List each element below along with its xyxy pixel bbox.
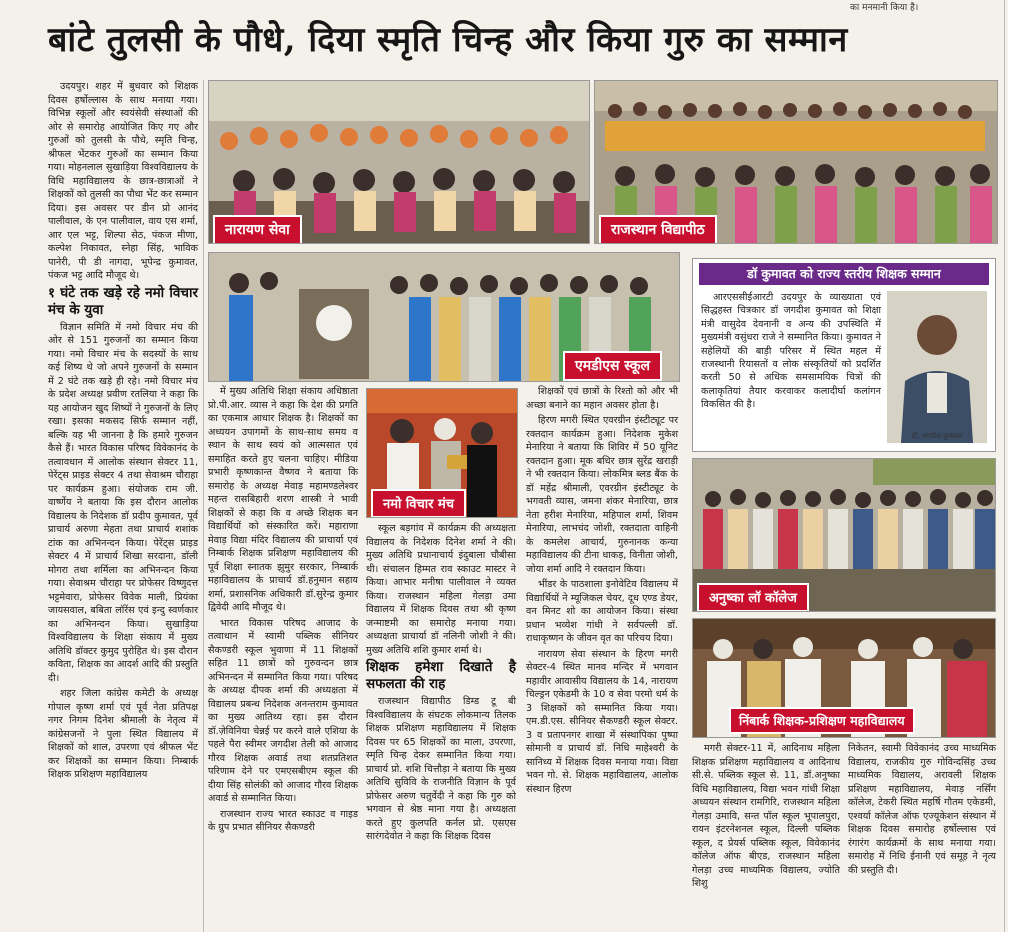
column-divider [203, 80, 204, 932]
caption-narayan-seva: नारायण सेवा [213, 215, 302, 244]
paragraph: भारत विकास परिषद आजाद के तत्वाधान में स्वामी पब्लिक सीनियर सैकण्डरी स्कूल भुवाणा में 11 शिक्षकों सहित 11 छात्रों को गुरुवन्दन छात्र अभिनन्दन में सम्मानित किया गया। परिषद के अध्यक्ष दीपक शर्मा की अध्यक्षता में विद्यालय प्रबन्ध निदेशक अनन्तराम कुमावत का मुख्य आतिथ्य रहा। इस दौरान डॉ.ज़ेविनिया चेन्नई पर करने वाले एशिया के पहले पैरा स्वीमर जगदीश तेली को आजाद गौरव शिक्षक अवार्ड तथा शतप्रतिशत परिणाम देने पर एमएसबीएम स्कूल की दीया सिंह सोलंकी को आजाद गौरव शिक्षक अवार्ड से सम्मानित किया। [208, 617, 358, 804]
paragraph: राजस्थान विद्यापीठ डिम्ड टू बी विश्वविद्यालय के संघटक लोकमान्य तिलक शिक्षक प्रशिक्षण महाविद्यालय में शिक्षक दिवस पर 65 शिक्षकों का माला, उपरणा, स्मृति चिन्ह देकर सम्मानित किया गया। प्राचार्य प्रो. शशि चित्तौड़ा ने बताया कि मुख्य अतिथि सुविवि के राजनीति विज्ञान के पूर्व प्रोफेसर अरुण चतुर्वेदी ने कहा कि गुरु को भगवान से श्रेष्ठ माना गया है। अध्यक्षता करते हुए कुलपति कर्नल प्रो. एसएस सारंगदेवोत ने कहा कि शिक्षक दिवस [366, 696, 516, 842]
article-column-4 [526, 385, 678, 798]
photo-nimbark [692, 618, 996, 738]
photo-narayan-seva [208, 80, 590, 244]
paragraph: में मुख्य अतिथि शिक्षा संकाय अधिष्ठाता प्रो.पी.आर. व्यास ने कहा कि देश की प्रगति का एकमात्र आधार शिक्षक है। शिक्षकों का अध्ययन उपागमों के साथ-साथ समय व स्थान के साथ स्वयं को आत्मसात एवं समाहित करते हुए चलना चाहिए। मीडिया प्रभारी कृष्णकान्त वैष्णव ने बताया कि समारोह के अध्यक्ष मेवाड़ महामण्डलेश्वर महन्त रासबिहारी शरण शास्त्री ने भावी शिक्षकों से कहा कि व अच्छे शिक्षक बन विद्यार्थियों को संस्कारित करें। महाराणा मेवाड़ विद्या मंदिर विद्यालय की प्राचार्या एवं निम्बार्क शिक्षक प्रशिक्षण महाविद्यालय की पूर्व शिक्षा स्नातक झुमुर सरकार, निम्बार्क महाविद्यालय के प्राचार्य डॉ.हनुमान सहाय शर्मा, प्रशासनिक अधिकारी डॉ.सुरेन्द्र कुमार द्विवेदी आदि मौजूद थे। [208, 386, 358, 613]
paragraph: निकेतन, स्वामी विवेकानंद उच्च माध्यमिक विद्यालय, राजकीय गुरु गोविन्दसिंह उच्च माध्यमिक विद्यालय, अरावली शिक्षक प्रशिक्षण महाविद्यालय, मेवाड़ नर्सिंग कॉलेज, टेकरी स्थित महर्षि गौतम एकेडमी, एश्वर्या कॉलेज ऑफ एज्यूकेशन संस्थान में शिक्षक दिवस समारोह हर्षोल्लास एवं रंगारंग कार्यक्रमों के साथ मनाया गया। समारोह में निधि ईनानी एवं समूह ने नृत्य की प्रस्तुति दी। [848, 743, 996, 876]
subheading: शिक्षक हमेशा दिखाते है सफलता की राह [366, 659, 516, 692]
award-title: डॉ कुमावत को राज्य स्तरीय शिक्षक सम्मान [699, 263, 989, 285]
article-column-5 [692, 742, 840, 893]
paragraph: नारायण सेवा संस्थान के हिरण मगरी सेक्टर-4 स्थित मानव मन्दिर में भगवान महावीर आवासीय विद्यालय के 14, नारायण चिल्ड्रन एकेडमी के 10 व सेवा परमो धर्म के 3 शिक्षकों को सम्मानित किया गया। एम.डी.एस. सीनियर सैकण्डरी स्कूल सेक्टर. 3 व प्रतापनगर शाखा में संस्थापिका पुष्पा सोमानी व प्राचार्य डॉ. निधि माहेश्वरी के सानिध्य में शिक्षक दिवस मनाया गया। विद्या भवन गो. से. शिक्षक महाविद्यालय, आलोक संस्थान हिरण [526, 648, 678, 795]
paragraph: हिरण मगरी स्थित एवरग्रीन इंस्टीट्यूट पर रक्तदान कार्यक्रम हुआ। निदेशक मुकेश मेनारिया ने बताया कि शिविर में 50 यूनिट रक्तदान हुआ। मूक बधिर छात्र सुरेंद्र खराड़ी ने भी रक्तदान किया। लोकमित्र ब्लड बैंक के डॉ महेंद्र श्रीमाली, एवरग्रीन इंस्टीट्यूट के भगवती व्यास, जमना शंकर मेनारिया, छात्र नेता हरीश मेनारिया, महिपाल शर्मा, शिवम मेनारिया, लाभचंद जोशी, रक्तदाता वाहिनी के कमलेश आचार्य, गुरुनानक कन्या महाविद्यालय की टीना धाकड़, विनीता जोशी, जोया शर्मा आदि ने रक्तदान किया। [526, 415, 678, 575]
top-snippet: का मनमानी किया है। [850, 3, 919, 13]
award-portrait [887, 291, 987, 443]
adjacent-page-edge [1008, 0, 1024, 932]
paragraph: शिक्षकों एवं छात्रों के रिश्तो को और भी अच्छा बनाने का महान अवसर होता है। [526, 386, 678, 411]
paragraph: राजस्थान राज्य भारत स्काउट व गाइड के ग्रुप प्रभात सीनियर सैकण्डरी [208, 808, 358, 833]
paragraph: शहर जिला कांग्रेस कमेटी के अध्यक्ष गोपाल कृष्ण शर्मा एवं पूर्व नेता प्रतिपक्ष नगर निगम दिनेश श्रीमाली के नेतृत्व में कांग्रेसजनों ने पुला स्थित विद्यालय में शिक्षकों को शाल, उपरणा एवं श्रीफल भेंट कर शिक्षकों का सम्मान किया। निम्बार्क शिक्षक प्रशिक्षण महाविद्यालय [48, 688, 198, 780]
paragraph: उदयपुर। शहर में बुधवार को शिक्षक दिवस हर्षोल्लास के साथ मनाया गया। विभिन्न स्कूलों और स्वयंसेवी संस्थाओं की ओर से समारोह आयोजित किए गए और गुरुओं को तुलसी के पौधे, स्मृति चिन्ह, श्रीफल भेंटकर गुरुओं का सम्मान किया गया। मोहनलाल सुखाड़िया विश्वविद्यालय के विधि महाविद्यालय के छात्र-छात्राओं ने शिक्षकों को तुलसी का पौधा भेंट कर सम्मान दिया। इस अवसर पर डीन प्रो आनंद पालीवाल, के एन पालीवाल, वाय एस शर्मा, आर एल भट्ट, शिल्पा सेठ, पंकज मीणा, कल्पेश निकावत, स्नेहा सिंह, भाविक पानेरी, पी डी नागदा, भूपेन्द्र कुमावत, पंकज भट्ट आदि मौजूद थे। [48, 81, 198, 281]
photo-anushka-law-college [692, 458, 996, 612]
article-column-3 [366, 522, 516, 846]
photo-mds-school [208, 252, 680, 382]
photo-namo-vichar-manch [366, 388, 518, 518]
portrait-label: डॉ. जगदीश कुमावत [911, 432, 963, 440]
caption-mds-school: एमडीएस स्कूल [563, 351, 662, 381]
paragraph: स्कूल बड़गांव में कार्यक्रम की अध्यक्षता विद्यालय के निदेशक दिनेश शर्मा ने की। मुख्य अतिथि प्रधानाचार्य इंदुबाला चौबीसा थी। संचालन हिम्मत राव स्काउट मास्टर ने किया। आभार मनीषा पालीवाल ने व्यक्त किया। राजस्थान महिला गेलड़ा उमा विद्यालय में शिक्षक दिवस तथा श्री कृष्ण जन्माष्टमी का समारोह मनाया गया। अध्यक्षता प्राचार्या डॉ नलिनी जोशी ने की। मुख्य अतिथि शशि कुमार शर्मा थे। [366, 523, 516, 656]
paragraph: भींडर के पाठशाला इनोवेटिव विद्यालय में विद्यार्थियों ने म्यूजिकल चेयर, दूध एण्ड डेयर, वन मिनट शो का आयोजन किया। संस्था प्रधान भव्येश गांधी ने सर्वपल्ली डॉ. राधाकृष्णन के जीवन वृत का परिचय दिया। [526, 579, 678, 644]
portrait-image [887, 291, 987, 443]
paragraph: मगरी सेक्टर-11 में, आदिनाथ महिला शिक्षक प्रशिक्षण महाविद्यालय व आदिनाथ सी.से. पब्लिक स्कूल से. 11, डॉ.अनुष्का विधि महाविद्यालय, विद्या भवन गांधी शिक्षा अध्ययन संस्थान रामगिरि, राजस्थान महिला गेलड़ा उमावि, सन्त पॉल स्कूल भूपालपुरा, रायन इंटरनेशनल स्कूल, दिल्ली पब्लिक स्कूल, द प्रेयर्स पब्लिक स्कूल, विवेकानंद कॉलेज ऑफ बीएड, राजस्थान महिला गेलड़ा उच्च माध्यमिक विद्यालय, ज्योति शिशु [692, 743, 840, 889]
headline: बांटे तुलसी के पौधे, दिया स्मृति चिन्ह और किया गुरु का सम्मान [48, 20, 848, 60]
column-divider [1004, 0, 1005, 932]
photo-rajasthan-vidyapeeth [594, 80, 998, 244]
caption-anushka-law-college: अनुष्का लॉ कॉलेज [697, 583, 809, 612]
article-column-6 [848, 742, 996, 879]
article-column-2 [208, 385, 358, 837]
caption-rajasthan-vidyapeeth: राजस्थान विद्यापीठ [599, 215, 717, 244]
caption-namo-vichar-manch: नमो विचार मंच [371, 489, 466, 518]
subheading: १ घंटे तक खड़े रहे नमो विचार मंच के युवा [48, 284, 198, 318]
article-column-1 [48, 80, 198, 784]
award-box [692, 258, 996, 452]
award-text: आरएससीईआरटी उदयपुर के व्याख्याता एवं सिद्धहस्त चित्रकार डॉ जगदीश कुमावत को शिक्षा मंत्री वासुदेव देवनानी व अन्य की उपस्थिति में मुख्यमंत्री वसुंधरा राजे ने सम्मानित किया। कुमावत ने सहेलियों की बाड़ी परिसर में स्थित महल में राजस्थानी रियासतों व लोक संस्कृतियों को प्रदर्शित करती 50 से अधिक समसामयिक चित्रों की कलाकृतियां तैयार करवाकर कलादीर्घा कलांगन विकसित की है। [701, 292, 881, 411]
paragraph: विज्ञान समिति में नमो विचार मंच की ओर से 151 गुरुजनों का सम्मान किया गया। नमो विचार मंच के सदस्यों के साथ कई शिष्य थे जो अपने गुरुजनों के सम्मान में 2 घंटे तक खड़े ही रहे। नमो विचार मंच के प्रदेश अध्यक्ष प्रवीण रतलिया ने कहा कि यह आयोजन खुद शिष्यों ने गुरुजनों के लिए रखा। इसका मकसद सिर्फ सम्मान नहीं, बल्कि यह भी जानना है कि हमारे गुरुजन कैसे हैं। भारत विकास परिषद विवेकानंद के तत्वावधान में आलोक संस्थान सेक्टर 11, पेरेंट्स प्राइड सेक्टर 4 तथा सेवाश्रम चौराहा पर कार्यक्रम हुआ। संयोजक राम जी. वार्ष्णेय ने बताया कि इस दौरान आलोक विद्यालय के निदेशक डॉ प्रदीप कुमावत, पूर्व प्राचार्य अरुणा मेहता तथा प्राचार्य शशांक टांक का अभिनन्दन किया। पेरेंट्स प्राइड सेक्टर 4 में प्राचार्य शिखा सरदाना, डॉली मोगरा तथा शर्मिला का अभिनन्दन किया गया। सेवाश्रम चौराहा पर प्रोफेसर विष्णुदत्त भट्टमेवारा, प्रोफेसर विवेक माली, प्रियंका जायसवाल, बबिता लॉरेंस एवं इन्दु स्वर्णकार का अभिनन्दन किया। सुखाड़िया विश्वविद्यालय के शिक्षा संकाय में मुख्य अतिथि डॉक्टर कुमुद पुरोहित थे। इस दौरान कविता, शिक्षक का आदर्श आदि की प्रस्तुति दी। [48, 321, 198, 684]
caption-nimbark: निंबार्क शिक्षक-प्रशिक्षण महाविद्यालय [729, 707, 915, 734]
